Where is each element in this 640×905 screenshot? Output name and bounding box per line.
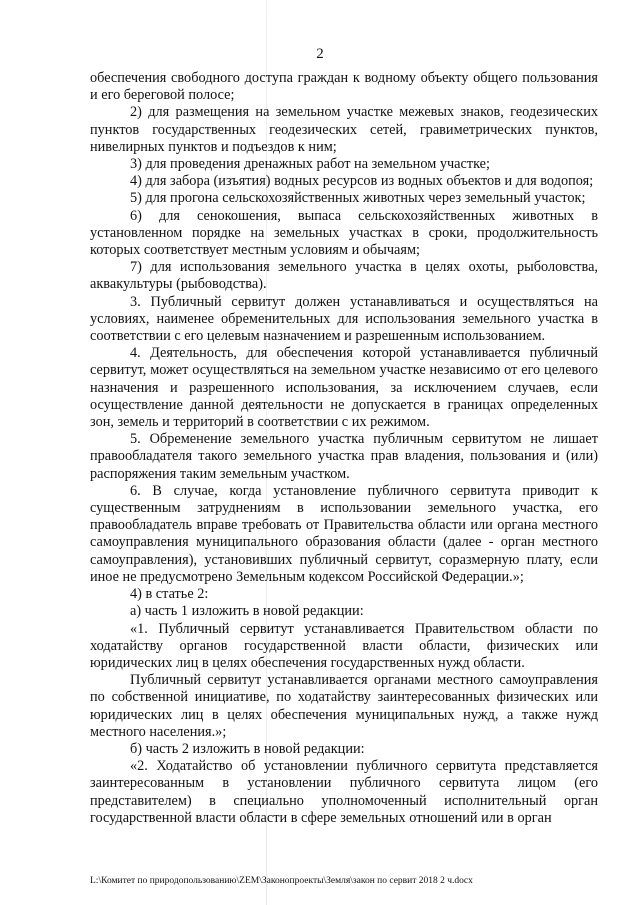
paragraph: 2) для размещения на земельном участке межевых знаков, геодезических пунктов государственных геодезических сетей, гравиметрических пунктов, нивелирных пунктов и подъездов к ним; — [90, 104, 598, 155]
paragraph: 5) для прогона сельскохозяйственных животных через земельный участок; — [130, 190, 586, 207]
paragraph: 4. Деятельность, для обеспечения которой устанавливается публичный сервитут, может осуществляться на земельном участке независимо от его целевого назначения и разрешенного использования, за исключением случаев, если осуществление данной деятельности не допускается в границах определенных зон, земель и территорий в соответствии с их режимом. — [90, 345, 598, 431]
paragraph: Публичный сервитут устанавливается органами местного самоуправления по собственной инициативе, по ходатайству заинтересованных физических или юридических лиц в целях обеспечения муниципальных нужд, а также нужд местного населения.»; — [90, 672, 598, 740]
paragraph: б) часть 2 изложить в новой редакции: — [130, 740, 365, 757]
paragraph: «1. Публичный сервитут устанавливается Правительством области по ходатайству органов государственной власти области, физических или юридических лиц в целях обеспечения государственных нужд области. — [90, 620, 598, 671]
paragraph: 5. Обременение земельного участка публичным сервитутом не лишает правообладателя такого земельного участка прав владения, пользования и (или) распоряжения таким земельным участком. — [90, 431, 598, 482]
paragraph: 3) для проведения дренажных работ на земельном участке; — [130, 156, 491, 173]
paragraph: обеспечения свободного доступа граждан к водному объекту общего пользования и его береговой полосе; — [90, 70, 598, 104]
paragraph: «2. Ходатайство об установлении публичного сервитута представляется заинтересованным в установлении публичного сервитута лицом (его представителем) в специально уполномоченный исполнительный орган государственной власти области в сфере земельных отношений или в орган — [90, 758, 598, 826]
paragraph: 4) для забора (изъятия) водных ресурсов из водных объектов и для водопоя; — [130, 173, 594, 190]
paragraph: а) часть 1 изложить в новой редакции: — [130, 603, 364, 620]
paragraph: 6) для сенокошения, выпаса сельскохозяйственных животных в установленном порядке на земельных участках в сроки, продолжительность которых соответствует местным условиям и обычаям; — [90, 207, 598, 259]
footer-file-path: L:\Комитет по природопользованию\ZEM\Законопроекты\Земля\закон по сервит 2018 2 ч.docx — [90, 876, 473, 886]
paragraph: 6. В случае, когда установление публичного сервитута приводит к существенным затруднениям в использовании земельного участка, его правообладатель вправе требовать от Правительства области или органа местного самоуправления муниципального образования области (далее - орган местного самоуправления), установивших публичный сервитут, соразмерную плату, если иное не предусмотрено Земельным кодексом Российской Федерации.»; — [90, 482, 598, 585]
page-number: 2 — [316, 46, 324, 62]
paragraph: 4) в статье 2: — [130, 586, 209, 603]
paragraph: 3. Публичный сервитут должен устанавливаться и осуществляться на условиях, наименее обременительных для использования земельного участка в соответствии с его целевым назначением и разрешенным использованием. — [90, 293, 598, 345]
paragraph: 7) для использования земельного участка в целях охоты, рыболовства, аквакультуры (рыбоводства). — [90, 259, 598, 293]
document-body — [90, 70, 598, 827]
